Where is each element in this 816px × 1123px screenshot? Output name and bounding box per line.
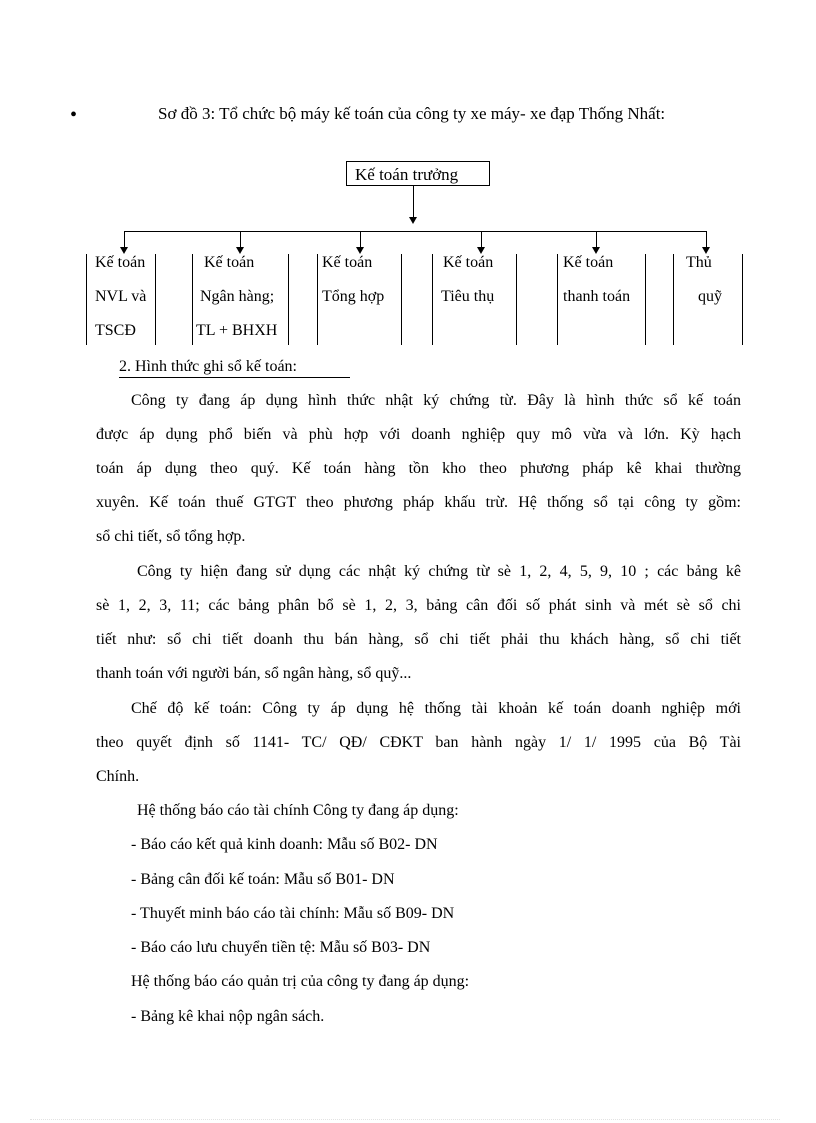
body-text-line: - Báo cáo kết quả kinh doanh: Mẫu số B02- DN: [131, 836, 438, 853]
department-label: Kế toán: [443, 254, 494, 271]
body-text-line: thanh toán với người bán, sổ ngân hàng, sổ quỹ...: [96, 665, 412, 682]
connector-vertical: [413, 186, 414, 220]
body-text-line: - Bảng kê khai nộp ngân sách.: [131, 1008, 325, 1025]
department-label: NVL và: [95, 288, 147, 305]
arrow-down-icon: [592, 247, 600, 254]
department-label: Ngân hàng;: [200, 288, 275, 305]
body-text-line: - Bảng cân đối kế toán: Mẫu số B01- DN: [131, 871, 395, 888]
body-text-line: Công ty đang áp dụng hình thức nhật ký chứng từ. Đây là hình thức sổ kế toán: [131, 392, 741, 409]
body-text-line: Công ty hiện đang sử dụng các nhật ký chứng từ sè 1, 2, 4, 5, 9, 10 ; các bảng kê: [137, 563, 741, 580]
body-text-line: toán áp dụng theo quý. Kế toán hàng tồn kho theo phương pháp kê khai thường: [96, 460, 741, 477]
diagram-title: Sơ đồ 3: Tổ chức bộ máy kế toán của công ty xe máy- xe đạp Thống Nhất:: [158, 104, 666, 123]
bullet-marker: •: [70, 104, 78, 126]
arrow-down-icon: [477, 247, 485, 254]
arrow-down-icon: [356, 247, 364, 254]
chief-accountant-label: Kế toán trưởng: [355, 165, 459, 184]
connector-horizontal: [124, 231, 706, 232]
department-label: TSCĐ: [95, 322, 136, 339]
heading-underline: [119, 377, 350, 378]
department-label: quỹ: [698, 288, 722, 305]
department-label: Kế toán: [563, 254, 614, 271]
page-border: [30, 1119, 780, 1120]
department-label: Kế toán: [95, 254, 146, 271]
body-text-line: - Thuyết minh báo cáo tài chính: Mẫu số B09- DN: [131, 905, 455, 922]
department-label: Kế toán: [322, 254, 373, 271]
body-text-line: Chế độ kế toán: Công ty áp dụng hệ thống tài khoản kế toán doanh nghiệp mới: [131, 700, 741, 717]
body-text-line: Chính.: [96, 768, 140, 785]
body-text-line: theo quyết định số 1141- TC/ QĐ/ CĐKT ban hành ngày 1/ 1/ 1995 của Bộ Tài: [96, 734, 741, 751]
body-text-line: - Báo cáo lưu chuyển tiền tệ: Mẫu số B03- DN: [131, 939, 431, 956]
body-text-line: xuyên. Kế toán thuế GTGT theo phương pháp khấu trừ. Hệ thống sổ tại công ty gồm:: [96, 494, 741, 511]
body-text-line: được áp dụng phổ biến và phù hợp với doanh nghiệp quy mô vừa và lớn. Kỳ hạch: [96, 426, 741, 443]
body-text-line: Hệ thống báo cáo tài chính Công ty đang áp dụng:: [137, 802, 459, 819]
body-text-line: sổ chi tiết, sổ tổng hợp.: [96, 528, 246, 545]
arrow-down-icon: [120, 247, 128, 254]
department-label: Thủ: [686, 254, 712, 271]
section-heading: 2. Hình thức ghi sổ kế toán:: [119, 358, 297, 375]
arrow-down-icon: [702, 247, 710, 254]
arrow-down-icon: [236, 247, 244, 254]
department-label: thanh toán: [563, 288, 631, 305]
body-text-line: tiết như: sổ chi tiết doanh thu bán hàng, sổ chi tiết phải thu khách hàng, sổ chi tiết: [96, 631, 741, 648]
body-text-line: sè 1, 2, 3, 11; các bảng phân bổ sè 1, 2, 3, bảng cân đối số phát sinh và mét sè sổ chi: [96, 597, 741, 614]
department-label: Tiêu thụ: [441, 288, 495, 305]
body-text-line: Hệ thống báo cáo quản trị của công ty đang áp dụng:: [131, 973, 470, 990]
department-label: Kế toán: [204, 254, 255, 271]
department-label: TL + BHXH: [196, 322, 278, 339]
arrow-down-icon: [409, 217, 417, 224]
department-label: Tổng hợp: [322, 288, 385, 305]
